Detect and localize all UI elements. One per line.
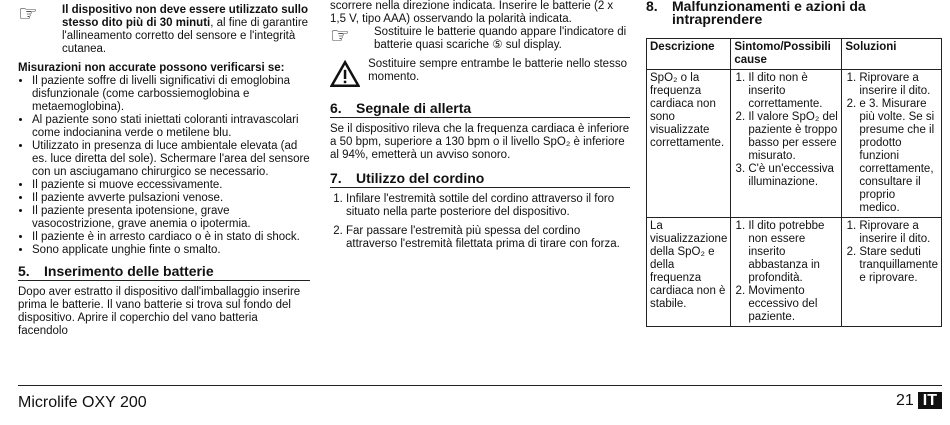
list-item: 1. Il dito non è inserito correttamente. [748,72,838,111]
cell-causes [731,218,842,327]
note-low-battery [330,23,630,52]
section-number: 7. [330,170,342,186]
warning-triangle-icon [330,58,360,90]
list-item: • Il paziente si muove eccessivamente. [32,179,310,192]
list-item: 1. Riprovare a inserire il dito. [859,220,938,246]
pointing-hand-icon: ☞ [330,23,350,48]
list-item: 1. Infilare l'estremità sottile del cordino attraverso il foro situato nella parte posteriore del dispositivo. [346,193,630,219]
warning-text: Sostituire sempre entrambe le batterie nello stesso momento. [368,58,627,83]
pointing-hand-icon: ☞ [18,1,38,26]
list-item: • Il paziente soffre di livelli significativi di emoglobina disfunzionale (come carbossiemoglobina e metaemoglobina). [32,75,310,114]
list-item: • Il paziente avverte pulsazioni venose. [32,192,310,205]
page-footer [18,385,942,411]
column-right [646,0,942,327]
section-title: Utilizzo del cordino [356,170,485,186]
table-header-row [647,39,942,70]
section-6-heading [330,102,630,118]
list-item: • Al paziente sono stati iniettati coloranti intravascolari come indocianina verde o metilene blu. [32,114,310,140]
section-7-heading [330,172,630,188]
note-bold: Il dispositivo non deve essere utilizzato sullo stesso dito più di 30 minuti [62,4,309,29]
header-causes: Sintomo/Possibili cause [731,39,842,70]
list-item: • Il paziente è in arresto cardiaco o è in stato di shock. [32,231,310,244]
list-item: 1. Riprovare a inserire il dito. [859,72,938,98]
inaccurate-list [18,75,310,257]
cell-description: La visualizzazione della SpO₂ e della frequenza cardiaca non è stabile. [647,218,731,327]
cell-solutions [842,70,942,218]
section-8-heading [646,0,942,28]
cell-description: SpO₂ o la frequenza cardiaca non sono visualizzate correttamente. [647,70,731,218]
column-middle [330,0,630,251]
warning-replace-both [330,58,630,90]
note-text: Sostituire le batterie quando appare l'indicatore di batterie quasi scariche ⑤ sul display. [374,26,627,51]
lanyard-steps [330,193,630,251]
page-number: 21 [895,392,914,409]
list-item: 3. C'è un'eccessiva illuminazione. [748,163,838,189]
table-row [647,218,942,327]
section-title: Inserimento delle batterie [44,263,214,279]
section-5-heading [18,265,310,281]
section-number: 8. [646,0,658,14]
section-6-text: Se il dispositivo rileva che la frequenza cardiaca è inferiore a 50 bpm, superiore a 130 bpm o il livello SpO₂ è inferiore al 94%, emetterà un avviso sonoro. [330,123,630,161]
note-rest: , al fine di garantire l'allineamento corretto del sensore e l'integrità cutanea. [62,17,309,55]
list-item: 2. Far passare l'estremità più spessa del cordino attraverso l'estremità filettata prima di tirare con forza. [346,225,630,251]
section-title: Malfunzionamenti e azioni da intraprendere [672,0,866,27]
header-solutions: Soluzioni [842,39,942,70]
table-row [647,70,942,218]
inaccurate-heading: Misurazioni non accurate possono verificarsi se: [18,62,285,74]
list-item: 2. Stare seduti tranquillamente e riprovare. [859,246,938,285]
list-item: 2. e 3. Misurare più volte. Se si presume che il prodotto funzioni correttamente, consultare il proprio medico. [859,98,938,215]
section-5-text: Dopo aver estratto il dispositivo dall'imballaggio inserire prima le batterie. Il vano batterie si trova sul fondo del dispositivo. Aprire il coperchio del vano batteria facendolo [18,286,301,337]
cell-solutions [842,218,942,327]
page-indicator [896,392,942,409]
list-item: 1. Il dito potrebbe non essere inserito abbastanza in profondità. [748,220,838,285]
language-badge: IT [918,392,942,409]
batteries-cont-text: scorrere nella direzione indicata. Inserire le batterie (2 x 1,5 V, tipo AAA) osservando la polarità indicata. [330,0,614,25]
list-item: • Sono applicate unghie finte o smalto. [32,244,310,257]
section-number: 5. [18,263,30,279]
brand-label: Microlife OXY 200 [18,394,147,411]
troubleshooting-table [646,38,942,327]
list-item: • Il paziente presenta ipotensione, grave vasocostrizione, grave anemia o ipotermia. [32,205,310,231]
list-item: 2. Il valore SpO₂ del paziente è troppo basso per essere misurato. [748,111,838,163]
cell-causes [731,70,842,218]
section-number: 6. [330,100,342,116]
header-description: Descrizione [647,39,731,70]
column-left [18,0,310,338]
note-30-min [18,1,310,56]
list-item: • Utilizzato in presenza di luce ambientale elevata (ad es. luce diretta del sole). Schermare l'area del sensore con un asciugamano chirurgico se necessario. [32,140,310,179]
list-item: 2. Movimento eccessivo del paziente. [748,285,838,324]
section-title: Segnale di allerta [356,100,472,116]
